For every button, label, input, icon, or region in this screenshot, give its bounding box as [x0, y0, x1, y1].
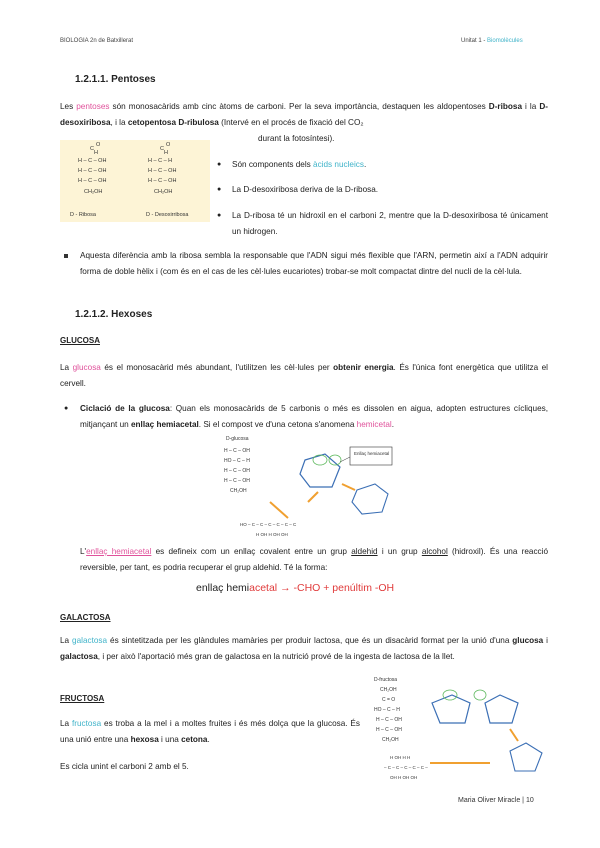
svg-text:H – C – OH: H – C – OH — [376, 717, 402, 723]
fructosa-cyclization: Es cicla unint el carboni 2 amb el 5. — [60, 762, 189, 771]
hexoses-heading: 1.2.1.2. Hexoses — [75, 309, 153, 320]
arrow-up — [308, 492, 318, 502]
pentoses-bullet-1: Són components dels àcids nucleics. — [232, 160, 367, 169]
svg-text:H – C – OH: H – C – OH — [148, 168, 177, 174]
figure-label-desoxirribosa: D - Desoxirribosa — [146, 212, 189, 218]
hexagon-ring — [300, 454, 340, 487]
svg-text:H – C – OH: H – C – OH — [78, 178, 107, 184]
svg-text:H – C – OH: H – C – OH — [224, 448, 250, 454]
pentoses-paragraph-end: durant la fotosíntesi). — [258, 134, 335, 143]
svg-text:H – C – OH: H – C – OH — [376, 727, 402, 733]
svg-text:H – C – H: H – C – H — [148, 158, 173, 164]
bullet-dot: ● — [217, 161, 222, 168]
svg-text:CH₂OH: CH₂OH — [154, 189, 173, 195]
svg-text:OH H OH OH: OH H OH OH — [390, 775, 418, 780]
svg-text:CH₂OH: CH₂OH — [382, 737, 399, 743]
svg-text:H – C – OH: H – C – OH — [224, 478, 250, 484]
hemiacetal-definition: L'enllaç hemiacetal es defineix com un enllaç covalent entre un grup aldehid i un grup alcohol (hidroxil). És una reacció reversible, per tant, es podria recuperar el grup aldehid. Té la forma: — [80, 547, 549, 572]
galactosa-title: GALACTOSA — [60, 613, 111, 622]
svg-text:– C – C – C – C – C –: – C – C – C – C – C – — [384, 765, 428, 770]
header-right — [461, 38, 523, 44]
svg-text:HO – C – C – C – C – C – C: HO – C – C – C – C – C – C — [240, 522, 297, 527]
hemiacetal-label-box — [350, 447, 392, 465]
svg-text:H – C – OH: H – C – OH — [224, 468, 250, 474]
term-pentoses: pentoses — [76, 102, 110, 111]
svg-text:C = O: C = O — [382, 697, 396, 703]
svg-text:CH₂OH: CH₂OH — [84, 189, 103, 195]
svg-text:C: C — [160, 146, 164, 152]
hexagon-ring — [352, 484, 388, 514]
svg-text:H: H — [164, 150, 168, 156]
pentoses-heading: 1.2.1.1. Pentoses — [75, 74, 156, 85]
glucose-cyclization-figure — [210, 432, 410, 544]
header-unit: Unitat 1 - — [461, 38, 488, 44]
svg-text:O: O — [166, 142, 171, 148]
arrow-down — [510, 729, 518, 741]
pentagon-ring — [485, 695, 518, 723]
svg-text:CH₂OH: CH₂OH — [380, 687, 397, 693]
pentagon-ring — [510, 743, 542, 771]
svg-text:O: O — [96, 142, 101, 148]
pentagon-ring — [432, 695, 470, 723]
galactosa-paragraph: La galactosa és sintetitzada per les glàndules mamàries per produir lactosa, que és un disacàrid format per la unió d'una glucosa i galactosa, i per això l'aportació més gran de galactosa en la nutrició prové de la ingesta de lactosa de la llet. — [60, 636, 548, 661]
hemiacetal-formula: enllaç hemiacetal → -CHO + penúltim -OH — [196, 582, 395, 594]
fructose-cyclization-figure — [370, 673, 550, 785]
glucosa-title: GLUCOSA — [60, 336, 100, 345]
svg-text:C: C — [90, 146, 94, 152]
arrow-down — [270, 502, 288, 518]
pentoses-note: Aquesta diferència amb la ribosa sembla la responsable que l'ADN sigui més flexible que l'ARN, permetin així a l'ADN adquirir forma de doble hèlix i (com és en el cas de les cèl·lules eucariotes) trobar-se molt compactat dintre del nucli de la cèl·lula. — [80, 251, 548, 276]
pentose-structures — [60, 140, 210, 222]
figure-label-dfructosa: D-fructosa — [374, 677, 398, 683]
highlight-circle — [443, 690, 457, 700]
square-bullet — [64, 254, 68, 258]
fructosa-title: FRUCTOSA — [60, 694, 105, 703]
svg-text:HO – C – H: HO – C – H — [374, 707, 400, 713]
header-left: BIOLOGIA 2n de Batxillerat — [60, 38, 134, 44]
pentoses-figure — [60, 140, 210, 222]
bullet-dot: ● — [64, 405, 69, 412]
svg-text:H – C – OH: H – C – OH — [148, 178, 177, 184]
figure-label-hemiacetal: Enllaç hemiacetal — [354, 451, 390, 456]
svg-text:CH₂OH: CH₂OH — [230, 488, 247, 494]
svg-text:H – C – OH: H – C – OH — [78, 158, 107, 164]
bullet-dot: ● — [217, 186, 222, 193]
svg-text:H – C – OH: H – C – OH — [78, 168, 107, 174]
highlight-circle — [474, 690, 486, 700]
arrow-right — [342, 484, 355, 490]
glucosa-paragraph: La glucosa és el monosacàrid més abundant, l'utilitzen les cèl·lules per obtenir energia. És l'única font energètica que utilitza el cervell. — [60, 363, 548, 388]
header-unit-topic: Biomolècules — [487, 38, 523, 44]
figure-label-ribosa: D - Ribosa — [70, 212, 96, 218]
highlight-circle — [313, 455, 327, 465]
pentoses-bullet-3: La D-ribosa té un hidroxil en el carboni 2, mentre que la D-desoxiribosa té únicament un hidrogen. — [232, 211, 548, 236]
svg-text:H OH H OH OH: H OH H OH OH — [256, 532, 288, 537]
glucosa-ciclacio: Ciclació de la glucosa: Quan els monosacàrids de 5 carbonis o més es dissolen en aigua, adopten estructures cícliques, mitjançant un enllaç hemiacetal. Si el compost ve d'una cetona s'anomena hemicetal. — [80, 404, 549, 429]
footer: Maria Oliver Miracle | 10 — [458, 797, 534, 804]
figure-label-dglucosa: D-glucosa — [226, 436, 249, 442]
pentoses-bullet-2: La D-desoxiribosa deriva de la D-ribosa. — [232, 185, 379, 194]
svg-text:H: H — [94, 150, 98, 156]
fructosa-paragraph: La fructosa es troba a la mel i a moltes fruites i és més dolça que la glucosa. És una unió entre una hexosa i una cetona. — [60, 719, 360, 744]
highlight-circle — [329, 455, 341, 465]
pentoses-paragraph: Les pentoses són monosacàrids amb cinc àtoms de carboni. Per la seva importància, destaquen les aldopentoses D-ribosa i la D-desoxiribosa, i la cetopentosa D-ribulosa (Intervé en el procés de fixació del CO₂ — [60, 102, 548, 127]
svg-text:HO – C – H: HO – C – H — [224, 458, 250, 464]
svg-text:H OH H H: H OH H H — [390, 755, 411, 760]
bullet-dot: ● — [217, 212, 222, 219]
